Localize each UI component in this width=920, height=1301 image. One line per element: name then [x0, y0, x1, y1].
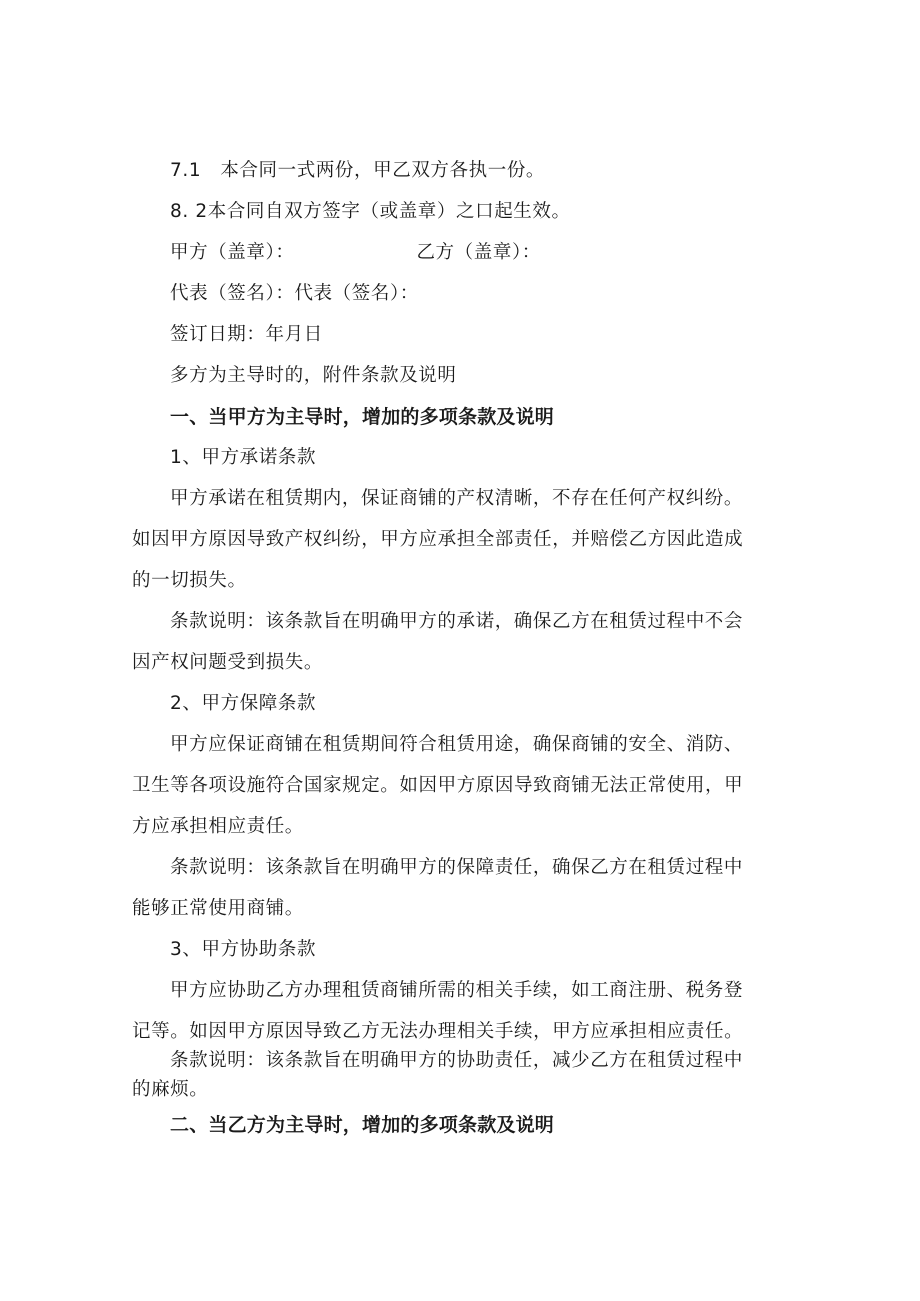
item-2-body-line: 甲方应保证商铺在租赁期间符合租赁用途，确保商铺的安全、消防、 [170, 734, 744, 755]
item-2-body-line: 卫生等各项设施符合国家规定。如因甲方原因导致商铺无法正常使用，甲 [132, 775, 744, 796]
party-a-seal: 甲方（盖章）： [170, 242, 295, 263]
item-3-body-line: 记等。如因甲方原因导致乙方无法办理相关手续，甲方应承担相应责任。 [132, 1021, 744, 1042]
item-2-title: 2、甲方保障条款 [170, 693, 317, 714]
item-1-note-line: 因产权问题受到损失。 [132, 652, 324, 673]
item-1-note-line: 条款说明：该条款旨在明确甲方的承诺，确保乙方在租赁过程中不会 [170, 611, 744, 632]
sign-date: 签订日期：年月日 [170, 324, 323, 345]
item-1-body-line: 如因甲方原因导致产权纠纷，甲方应承担全部责任，并赔偿乙方因此造成 [132, 529, 744, 550]
item-1-body-line: 甲方承诺在租赁期内，保证商铺的产权清晰，不存在任何产权纠纷。 [170, 488, 744, 509]
item-2-note-line: 条款说明：该条款旨在明确甲方的保障责任，确保乙方在租赁过程中 [170, 857, 744, 878]
seal-line [170, 241, 541, 265]
item-3-note-line: 的麻烦。 [132, 1079, 209, 1100]
clause-8-2: 8. 2本合同自双方签字（或盖章）之口起生效。 [170, 201, 571, 222]
section-1-heading: 一、当甲方为主导时，增加的多项条款及说明 [170, 406, 555, 428]
section-2-heading: 二、当乙方为主导时，增加的多项条款及说明 [170, 1114, 555, 1136]
item-3-body-line: 甲方应协助乙方办理租赁商铺所需的相关手续，如工商注册、税务登 [170, 980, 744, 1001]
item-2-note-line: 能够正常使用商铺。 [132, 898, 304, 919]
representatives-line: 代表（签名）：代表（签名）： [170, 283, 419, 304]
item-1-title: 1、甲方承诺条款 [170, 447, 317, 468]
party-b-seal: 乙方（盖章）： [416, 242, 541, 263]
item-3-note-line: 条款说明：该条款旨在明确甲方的协助责任，减少乙方在租赁过程中 [170, 1050, 744, 1071]
item-2-body-line: 方应承担相应责任。 [132, 816, 304, 837]
clause-7-1: 7.1 本合同一式两份，甲乙双方各执一份。 [170, 160, 546, 181]
item-1-body-line: 的一切损失。 [132, 570, 247, 591]
item-3-title: 3、甲方协助条款 [170, 939, 317, 960]
appendix-title: 多方为主导时的，附件条款及说明 [170, 365, 457, 386]
